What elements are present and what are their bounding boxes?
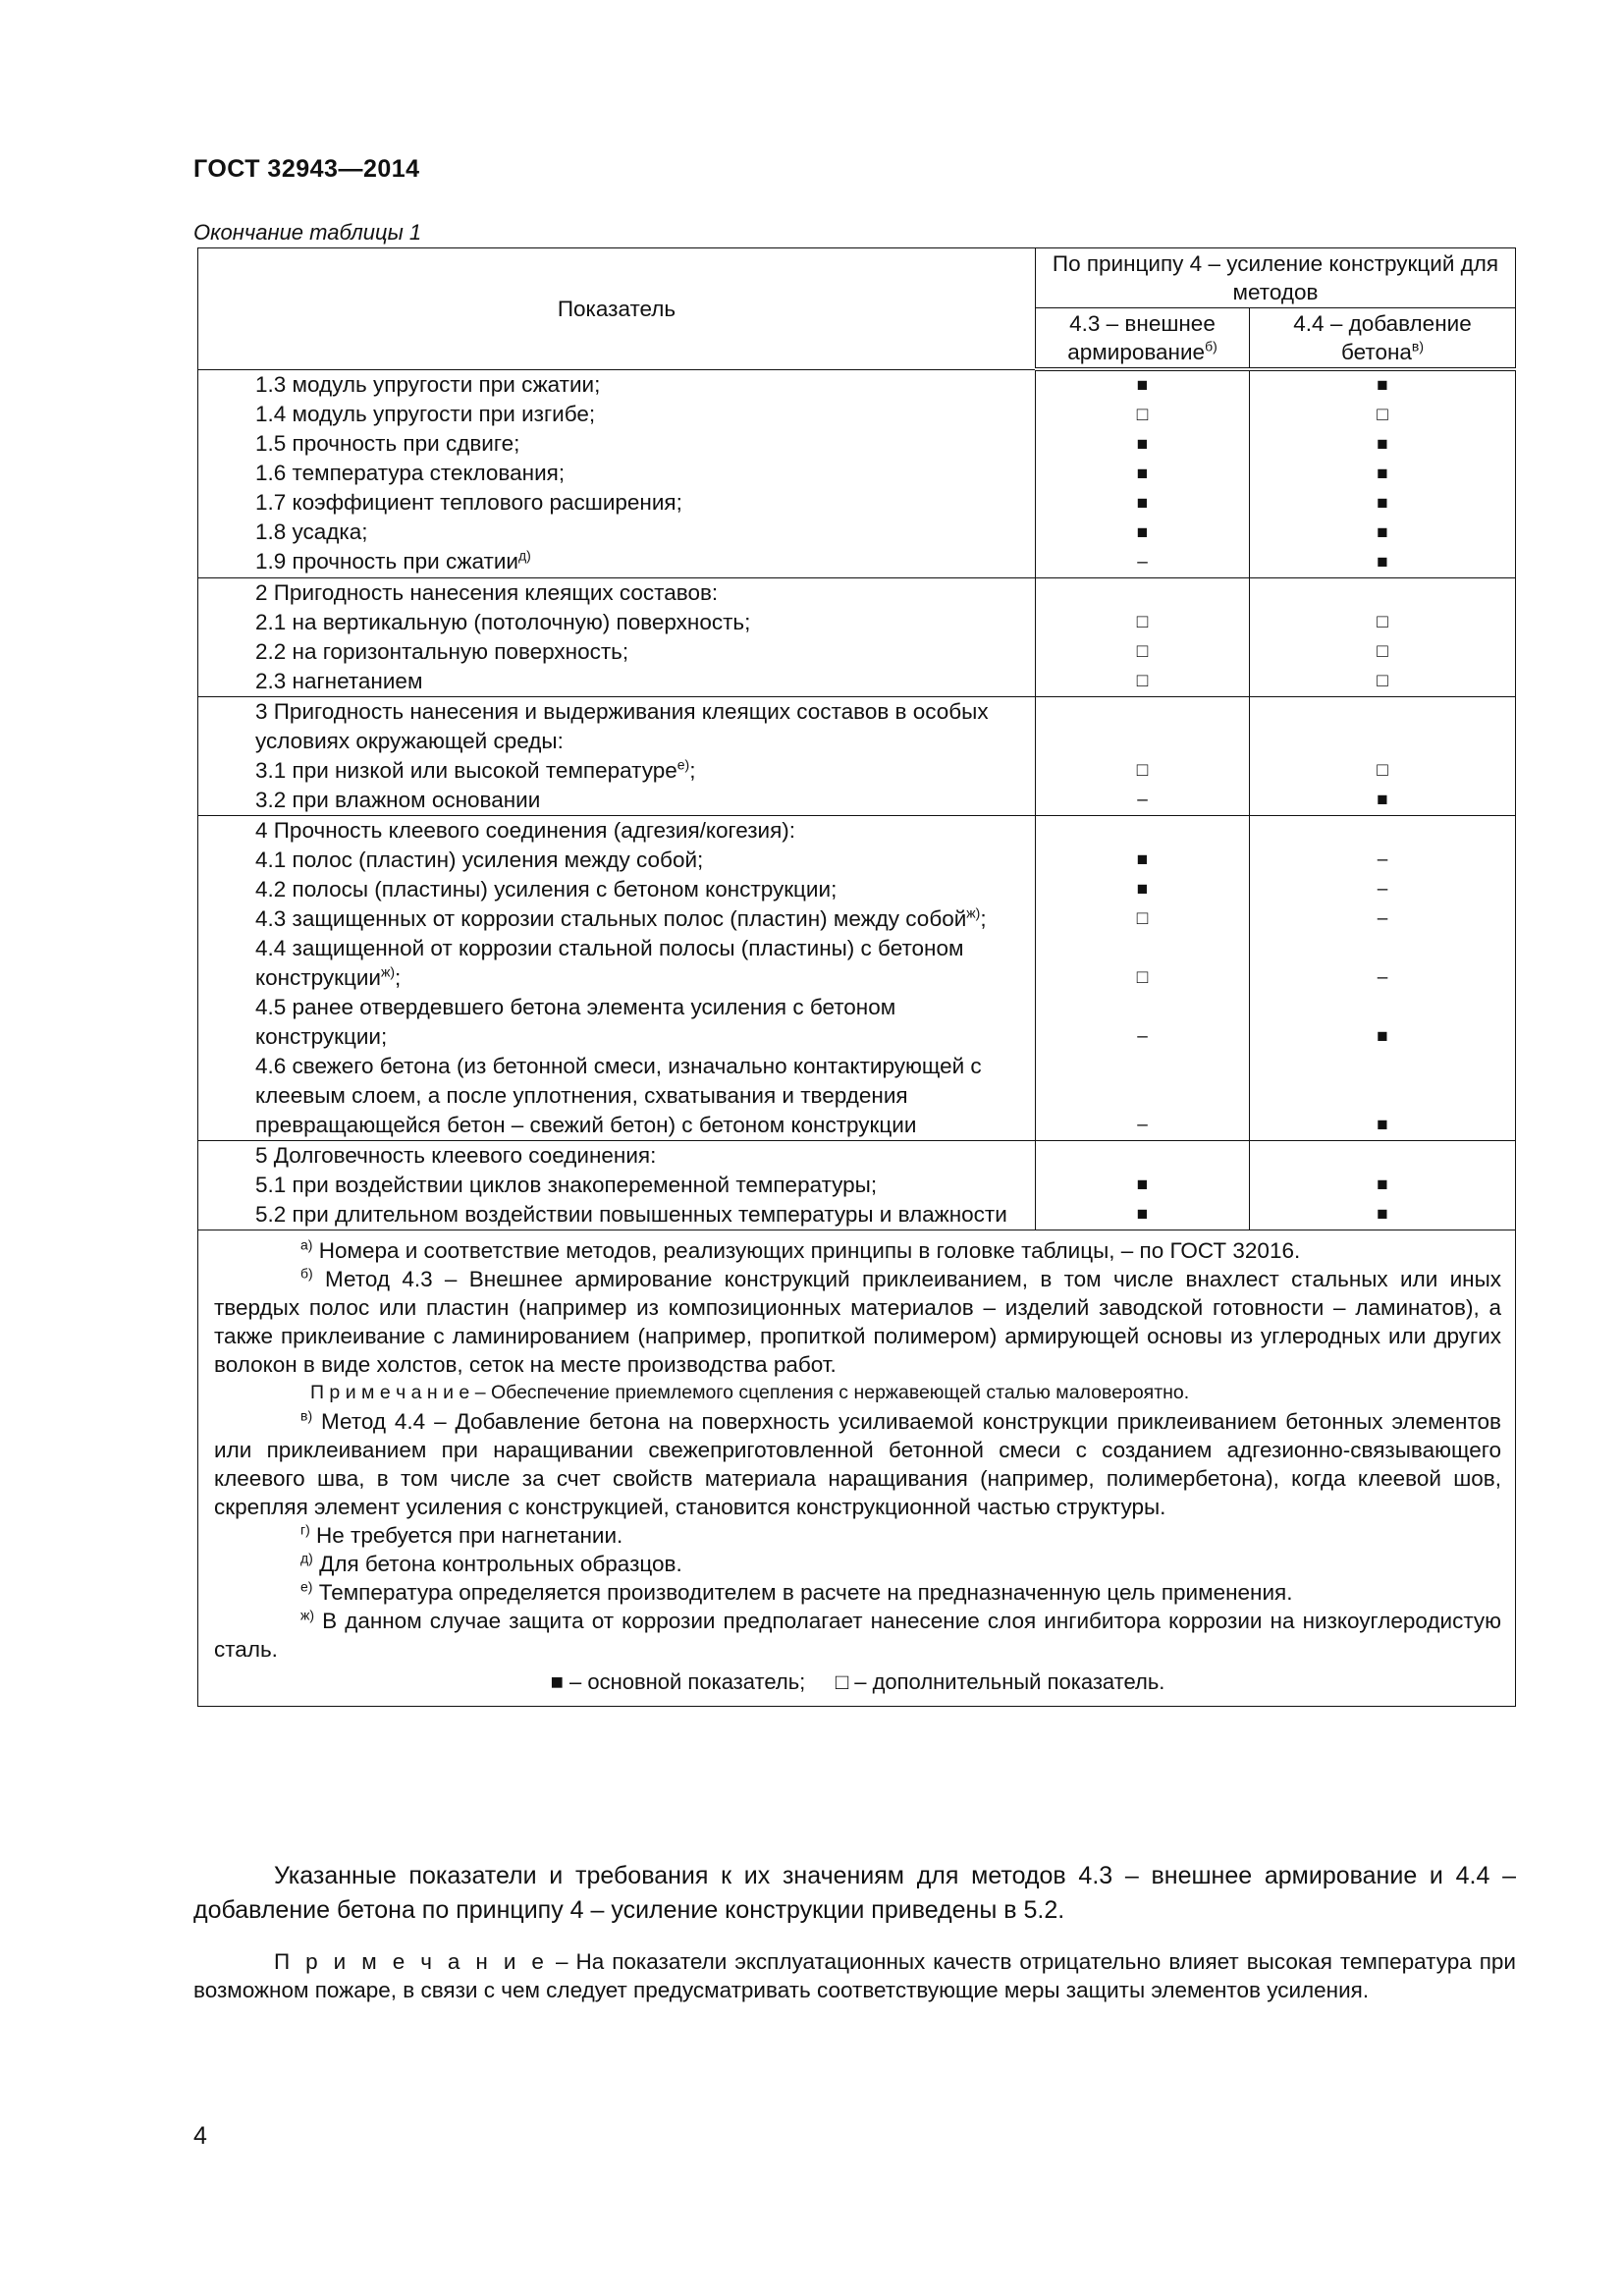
note-v-text: Метод 4.4 – Добавление бетона на поверхность усиливаемой конструкции приклеиванием бетонных элементов или приклеиванием при наращивании свежеприготовленной бетонной смеси с созданием адгезионно-связывающего клеевого шва, в том числе за счет свойств материала наращивания (например, полимербетона), когда клеевой шов, скрепляя элемент усиления с конструкцией, становится конструкционной частью структуры. bbox=[214, 1409, 1502, 1519]
indicator-item bbox=[255, 816, 1027, 846]
additional-indicator-mark: □ bbox=[1377, 760, 1388, 781]
header-group-label: По принципу 4 – усиление конструкций для методов bbox=[1052, 251, 1499, 304]
note-a-mark: а) bbox=[300, 1236, 313, 1253]
additional-indicator-mark: □ bbox=[1136, 405, 1149, 425]
indicator-text: 5.1 при воздействии циклов знакопеременной температуры; bbox=[255, 1173, 878, 1197]
note-zh-mark: ж) bbox=[300, 1607, 315, 1623]
note-e-mark: е) bbox=[300, 1578, 313, 1595]
main-indicator-mark: ■ bbox=[1136, 1175, 1149, 1195]
indicator-footnote: ж) bbox=[966, 904, 981, 921]
body-paragraph: Указанные показатели и требования к их значениям для методов 4.3 – внешнее армирование и 4.4 – добавление бетона по принципу 4 – усиление конструкции приведены в 5.2. bbox=[193, 1862, 1516, 1924]
additional-indicator-mark: □ bbox=[1136, 612, 1149, 632]
indicator-item bbox=[255, 547, 1027, 576]
indicator-text: 4.2 полосы (пластины) усиления с бетоном конструкции; bbox=[255, 877, 838, 902]
indicator-text: 3.1 при низкой или высокой температуре bbox=[255, 758, 677, 783]
note-b-text: Метод 4.3 – Внешнее армирование конструкций приклеиванием, в том числе внахлест стальных или иных твердых полос или пластин (например из композиционных материалов – изделий заводской готовности – ламинатов), а также приклеивание с ламинированием (например, пропиткой полимером) армирующей основы из углеродных или других волокон в виде холстов, сеток на месте производства работ. bbox=[214, 1267, 1502, 1377]
main-indicator-mark: ■ bbox=[1136, 493, 1149, 514]
note-v bbox=[214, 1407, 1501, 1521]
method-44-cell bbox=[1250, 578, 1516, 697]
indicator-text: 5.2 при длительном воздействии повышенных температуры и влажности bbox=[255, 1202, 1007, 1227]
indicator-cell bbox=[198, 1141, 1036, 1230]
main-indicator-mark: ■ bbox=[1377, 375, 1388, 396]
indicator-footnote: е) bbox=[676, 756, 690, 773]
additional-indicator-mark: □ bbox=[1136, 760, 1149, 781]
indicator-text: 2.2 на горизонтальную поверхность; bbox=[255, 639, 629, 664]
main-indicator-mark: ■ bbox=[1136, 879, 1149, 900]
method-43-label: 4.3 – внешнее армирование bbox=[1067, 311, 1216, 364]
indicators-table bbox=[197, 247, 1516, 1707]
method-44-label: 4.4 – добавление бетона bbox=[1293, 311, 1472, 364]
main-indicator-mark: ■ bbox=[1377, 522, 1388, 543]
indicator-item bbox=[255, 1052, 1027, 1140]
document-code: ГОСТ 32943—2014 bbox=[193, 155, 420, 183]
indicator-text: 3.2 при влажном основании bbox=[255, 788, 541, 812]
not-applicable-mark bbox=[1250, 697, 1515, 756]
indicator-item bbox=[255, 637, 1027, 667]
method-43-cell bbox=[1036, 1141, 1250, 1230]
indicator-text: 2.3 нагнетанием bbox=[255, 669, 423, 693]
table-section bbox=[198, 697, 1516, 816]
indicator-text: 1.8 усадка; bbox=[255, 519, 368, 544]
indicator-tail: ; bbox=[980, 906, 987, 931]
method-43-cell bbox=[1036, 816, 1250, 1141]
indicator-item bbox=[255, 1141, 1027, 1171]
not-applicable-mark bbox=[1036, 578, 1249, 608]
indicator-text: 2.1 на вертикальную (потолочную) поверхность; bbox=[255, 610, 751, 634]
indicator-text: 4.5 ранее отвердевшего бетона элемента усиления с бетоном конструкции; bbox=[255, 995, 896, 1049]
not-applicable-mark: – bbox=[1377, 849, 1388, 870]
indicator-text: 4.3 защищенных от коррозии стальных полос (пластин) между собой bbox=[255, 906, 967, 931]
additional-indicator-mark: □ bbox=[1136, 641, 1149, 662]
not-applicable-mark: – bbox=[1137, 1115, 1148, 1135]
not-applicable-mark: – bbox=[1377, 879, 1388, 900]
not-applicable-mark: – bbox=[1137, 790, 1148, 810]
indicator-item bbox=[255, 400, 1027, 429]
additional-indicator-mark: □ bbox=[1377, 405, 1388, 425]
note-g-mark: г) bbox=[300, 1521, 310, 1538]
header-method-44 bbox=[1250, 308, 1516, 370]
indicator-item bbox=[255, 429, 1027, 459]
note-b-remark-label: П р и м е ч а н и е bbox=[310, 1382, 470, 1403]
method-44-cell bbox=[1250, 369, 1516, 578]
note-d-mark: д) bbox=[300, 1550, 313, 1566]
note-zh-text: В данном случае защита от коррозии предполагает нанесение слоя ингибитора коррозии на низкоуглеродистую сталь. bbox=[214, 1609, 1502, 1662]
indicator-text: 2 Пригодность нанесения клеящих составов: bbox=[255, 580, 719, 605]
indicator-text: 4.6 свежего бетона (из бетонной смеси, изначально контактирующей с клеевым слоем, а после уплотнения, схватывания и твердения превращающейся бетон – свежий бетон) с бетоном конструкции bbox=[255, 1054, 982, 1137]
header-method-43 bbox=[1036, 308, 1250, 370]
indicator-item bbox=[255, 1200, 1027, 1230]
additional-indicator-mark: □ bbox=[1377, 612, 1388, 632]
note-b bbox=[214, 1265, 1501, 1379]
note-g-text: Не требуется при нагнетании. bbox=[316, 1523, 623, 1548]
method-44-cell bbox=[1250, 697, 1516, 816]
main-indicator-mark: ■ bbox=[1377, 552, 1388, 573]
indicator-item bbox=[255, 904, 1027, 934]
body-note-text: – На показатели эксплуатационных качеств отрицательно влияет высокая температура при возможном пожаре, в связи с чем следует предусматривать соответствующие меры защиты элементов усиления. bbox=[193, 1949, 1516, 2002]
indicator-text: 1.7 коэффициент теплового расширения; bbox=[255, 489, 682, 515]
indicator-cell bbox=[198, 578, 1036, 697]
table-notes-row bbox=[198, 1230, 1516, 1707]
method-44-footnote: в) bbox=[1411, 338, 1425, 355]
not-applicable-mark: – bbox=[1137, 1026, 1148, 1047]
main-indicator-mark: ■ bbox=[1136, 522, 1149, 543]
not-applicable-mark: – bbox=[1377, 967, 1388, 988]
additional-indicator-mark: □ bbox=[1136, 967, 1149, 988]
additional-indicator-mark: □ bbox=[1136, 908, 1149, 929]
legend bbox=[214, 1667, 1501, 1696]
indicator-item bbox=[255, 786, 1027, 815]
header-indicator bbox=[198, 248, 1036, 370]
main-indicator-mark: ■ bbox=[1377, 493, 1388, 514]
indicator-text: 4.1 полос (пластин) усиления между собой; bbox=[255, 847, 704, 872]
legend-main: ■ – основной показатель; bbox=[550, 1669, 806, 1694]
note-b-remark-text: – Обеспечение приемлемого сцепления с нержавеющей сталью маловероятно. bbox=[474, 1382, 1190, 1403]
indicator-tail: ; bbox=[395, 965, 402, 990]
not-applicable-mark bbox=[1036, 816, 1249, 846]
method-44-cell bbox=[1250, 816, 1516, 1141]
table-section bbox=[198, 578, 1516, 697]
method-43-cell bbox=[1036, 578, 1250, 697]
indicator-item bbox=[255, 756, 1027, 786]
body-note-label: П р и м е ч а н и е bbox=[274, 1949, 548, 1974]
note-e-text: Температура определяется производителем в расчете на предназначенную цель применения. bbox=[318, 1580, 1293, 1605]
not-applicable-mark: – bbox=[1377, 908, 1388, 929]
indicator-item bbox=[255, 993, 1027, 1052]
not-applicable-mark bbox=[1250, 578, 1515, 608]
main-indicator-mark: ■ bbox=[1136, 849, 1149, 870]
table-section bbox=[198, 369, 1516, 578]
method-43-cell bbox=[1036, 369, 1250, 578]
indicator-cell bbox=[198, 369, 1036, 578]
body-note bbox=[193, 1947, 1516, 2004]
note-a bbox=[214, 1236, 1501, 1265]
legend-extra: □ – дополнительный показатель. bbox=[835, 1669, 1165, 1694]
indicator-footnote: д) bbox=[517, 547, 531, 563]
note-g bbox=[214, 1521, 1501, 1550]
indicator-text: 5 Долговечность клеевого соединения: bbox=[255, 1143, 657, 1168]
indicator-item bbox=[255, 846, 1027, 875]
indicator-item bbox=[255, 667, 1027, 696]
indicator-item bbox=[255, 1171, 1027, 1200]
header-indicator-label: Показатель bbox=[557, 296, 676, 321]
method-43-footnote: б) bbox=[1205, 338, 1217, 355]
main-indicator-mark: ■ bbox=[1377, 464, 1388, 484]
indicator-text: 4.4 защищенной от коррозии стальной полосы (пластины) с бетоном конструкции bbox=[255, 936, 964, 990]
indicator-item bbox=[255, 518, 1027, 547]
note-a-text: Номера и соответствие методов, реализующих принципы в головке таблицы, – по ГОСТ 32016. bbox=[318, 1238, 1301, 1263]
indicator-item bbox=[255, 578, 1027, 608]
main-indicator-mark: ■ bbox=[1377, 1026, 1388, 1047]
note-d-text: Для бетона контрольных образцов. bbox=[319, 1552, 682, 1576]
indicator-text: 1.4 модуль упругости при изгибе; bbox=[255, 401, 596, 426]
not-applicable-mark bbox=[1250, 816, 1515, 846]
indicator-item bbox=[255, 370, 1027, 400]
additional-indicator-mark: □ bbox=[1136, 671, 1149, 691]
indicator-item bbox=[255, 608, 1027, 637]
indicator-item bbox=[255, 697, 1027, 756]
table-header-row bbox=[198, 248, 1516, 308]
indicator-item bbox=[255, 875, 1027, 904]
indicator-footnote: ж) bbox=[380, 963, 395, 980]
indicator-cell bbox=[198, 697, 1036, 816]
note-v-mark: в) bbox=[300, 1407, 313, 1424]
not-applicable-mark: – bbox=[1137, 552, 1148, 573]
note-zh bbox=[214, 1607, 1501, 1664]
page-number: 4 bbox=[193, 2122, 207, 2150]
table-section bbox=[198, 1141, 1516, 1230]
not-applicable-mark bbox=[1036, 697, 1249, 756]
main-indicator-mark: ■ bbox=[1377, 790, 1388, 810]
main-indicator-mark: ■ bbox=[1136, 1204, 1149, 1225]
header-principle-group bbox=[1036, 248, 1516, 308]
indicator-item bbox=[255, 488, 1027, 518]
indicator-text: 4 Прочность клеевого соединения (адгезия/когезия): bbox=[255, 818, 796, 843]
indicator-text: 1.5 прочность при сдвиге; bbox=[255, 430, 520, 456]
not-applicable-mark bbox=[1250, 1141, 1515, 1171]
not-applicable-mark bbox=[1036, 1141, 1249, 1171]
indicator-text: 1.3 модуль упругости при сжатии; bbox=[255, 371, 601, 397]
indicator-text: 1.9 прочность при сжатии bbox=[255, 548, 518, 574]
table-section bbox=[198, 816, 1516, 1141]
main-indicator-mark: ■ bbox=[1377, 1115, 1388, 1135]
additional-indicator-mark: □ bbox=[1377, 671, 1388, 691]
indicator-item bbox=[255, 934, 1027, 993]
indicator-item bbox=[255, 459, 1027, 488]
additional-indicator-mark: □ bbox=[1377, 641, 1388, 662]
main-indicator-mark: ■ bbox=[1136, 434, 1149, 455]
indicator-text: 1.6 температура стеклования; bbox=[255, 460, 566, 485]
indicator-cell bbox=[198, 816, 1036, 1141]
indicator-tail: ; bbox=[689, 758, 696, 783]
main-indicator-mark: ■ bbox=[1136, 375, 1149, 396]
main-indicator-mark: ■ bbox=[1377, 1204, 1388, 1225]
main-indicator-mark: ■ bbox=[1377, 434, 1388, 455]
main-indicator-mark: ■ bbox=[1136, 464, 1149, 484]
note-b-mark: б) bbox=[300, 1265, 313, 1282]
indicator-text: 3 Пригодность нанесения и выдерживания клеящих составов в особых условиях окружающей среды: bbox=[255, 699, 989, 753]
table-caption: Окончание таблицы 1 bbox=[193, 220, 422, 245]
method-43-cell bbox=[1036, 697, 1250, 816]
note-e bbox=[214, 1578, 1501, 1607]
note-d bbox=[214, 1550, 1501, 1578]
main-indicator-mark: ■ bbox=[1377, 1175, 1388, 1195]
table-notes bbox=[198, 1230, 1516, 1707]
note-b-remark bbox=[214, 1379, 1501, 1407]
method-44-cell bbox=[1250, 1141, 1516, 1230]
